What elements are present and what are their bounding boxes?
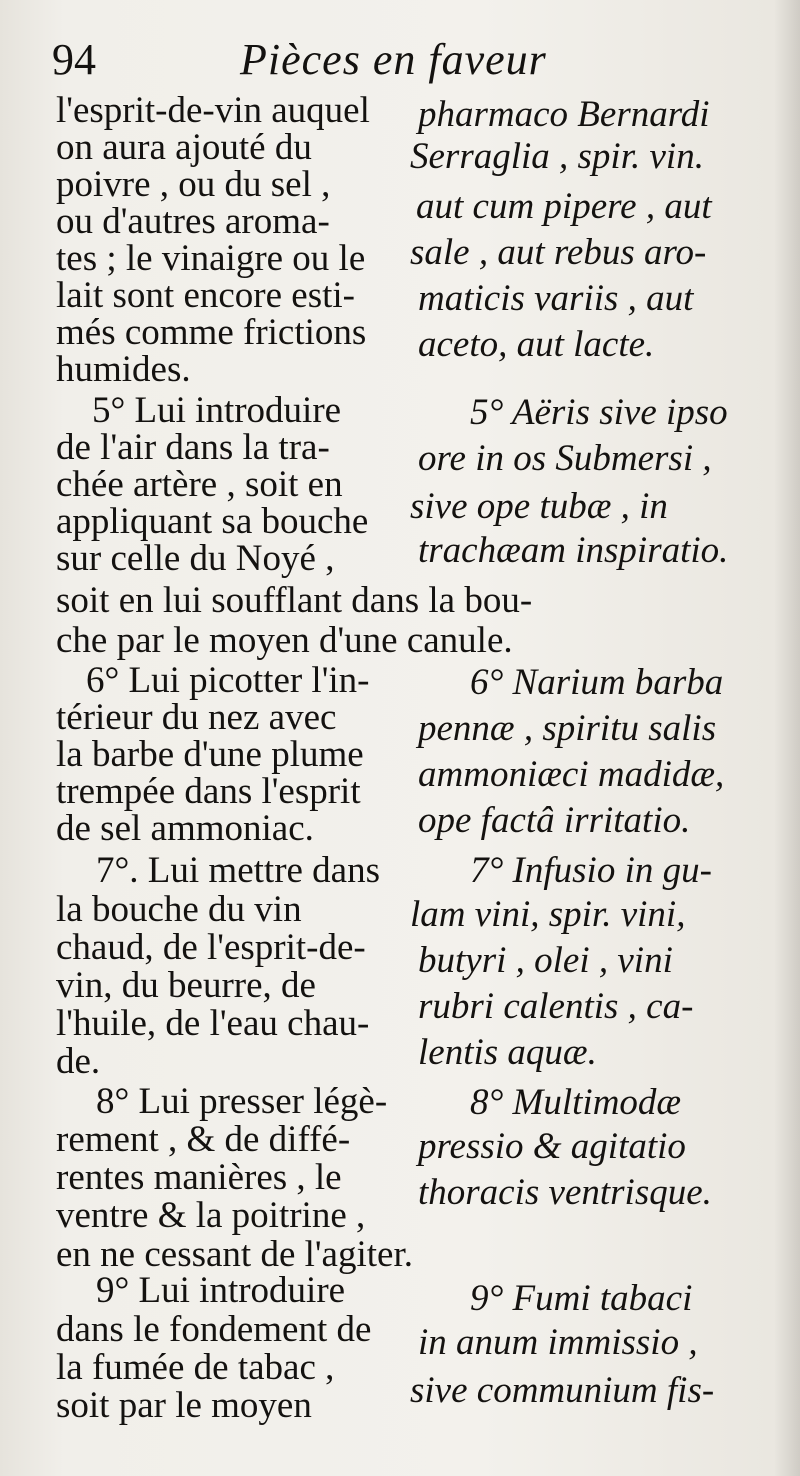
french-line: ventre & la poitrine , — [56, 1195, 366, 1236]
latin-line: aceto, aut lacte. — [418, 324, 655, 365]
french-line: 6° Lui picotter l'in- — [86, 660, 370, 701]
french-line: 5° Lui introduire — [92, 390, 342, 431]
page-number: 94 — [52, 35, 96, 84]
french-line: rement , & de diffé- — [56, 1119, 351, 1160]
french-line: 8° Lui presser légè- — [96, 1081, 388, 1122]
latin-line: lentis aquæ. — [418, 1032, 597, 1073]
french-line: soit par le moyen — [56, 1385, 312, 1426]
latin-line: sive ope tubæ , in — [410, 486, 668, 527]
latin-line: 6° Narium barba — [470, 662, 724, 703]
french-line: la bouche du vin — [56, 889, 302, 930]
french-line: humides. — [56, 349, 191, 390]
latin-line: ammoniæci madidæ, — [418, 754, 725, 795]
latin-line: pennæ , spiritu salis — [418, 708, 717, 749]
french-line: chée artère , soit en — [56, 464, 343, 505]
french-line: lait sont encore esti- — [56, 275, 355, 316]
latin-line: sive communium fis- — [410, 1370, 715, 1411]
latin-line: ore in os Submersi , — [418, 438, 712, 479]
latin-line: sale , aut rebus aro- — [410, 232, 707, 273]
page-gutter-shadow — [774, 0, 800, 1476]
latin-line: lam vini, spir. vini, — [410, 894, 686, 935]
latin-line: 5° Aëris sive ipso — [470, 392, 728, 433]
latin-line: maticis variis , aut — [418, 278, 694, 319]
latin-line: pressio & agitatio — [418, 1126, 686, 1167]
latin-line: thoracis ventrisque. — [418, 1172, 712, 1213]
latin-line: 9° Fumi tabaci — [470, 1278, 693, 1319]
french-line: poivre , ou du sel , — [56, 164, 331, 205]
french-line: chaud, de l'esprit-de- — [56, 927, 366, 968]
running-title: Pièces en faveur — [240, 35, 547, 84]
french-line: térieur du nez avec — [56, 697, 337, 738]
french-line: més comme frictions — [56, 312, 367, 353]
french-line: vin, du beurre, de — [56, 965, 316, 1006]
french-line: dans le fondement de — [56, 1309, 372, 1350]
latin-line: aut cum pipere , aut — [416, 186, 712, 227]
latin-line: 7° Infusio in gu- — [470, 850, 712, 891]
french-line: soit en lui soufflant dans la bou- — [56, 580, 533, 621]
french-line: on aura ajouté du — [56, 127, 312, 168]
french-line: tes ; le vinaigre ou le — [56, 238, 366, 279]
latin-line: trachæam inspiratio. — [418, 530, 729, 571]
french-line: che par le moyen d'une canule. — [56, 620, 513, 661]
french-line: appliquant sa bouche — [56, 501, 369, 542]
french-line: 7°. Lui mettre dans — [96, 850, 381, 891]
french-line: la fumée de tabac , — [56, 1347, 335, 1388]
french-line: 9° Lui introduire — [96, 1270, 346, 1311]
page-header — [52, 34, 752, 94]
french-line: de sel ammoniac. — [56, 808, 314, 849]
french-line: trempée dans l'esprit — [56, 771, 361, 812]
french-line: la barbe d'une plume — [56, 734, 364, 775]
french-line: sur celle du Noyé , — [56, 538, 335, 579]
french-line: l'esprit-de-vin auquel — [56, 90, 370, 131]
french-line: rentes manières , le — [56, 1157, 342, 1198]
french-line: de l'air dans la tra- — [56, 427, 330, 468]
latin-line: ope factâ irritatio. — [418, 800, 691, 841]
french-line: ou d'autres aroma- — [56, 201, 330, 242]
french-line: l'huile, de l'eau chau- — [56, 1003, 370, 1044]
latin-line: Serraglia , spir. vin. — [410, 136, 704, 177]
french-line: de. — [56, 1041, 101, 1082]
latin-line: rubri calentis , ca- — [418, 986, 694, 1027]
latin-line: in anum immissio , — [418, 1322, 698, 1363]
latin-line: pharmaco Bernardi — [418, 94, 710, 135]
french-line: en ne cessant de l'agiter. — [56, 1234, 413, 1275]
latin-line: butyri , olei , vini — [418, 940, 673, 981]
latin-line: 8° Multimodæ — [470, 1082, 682, 1123]
